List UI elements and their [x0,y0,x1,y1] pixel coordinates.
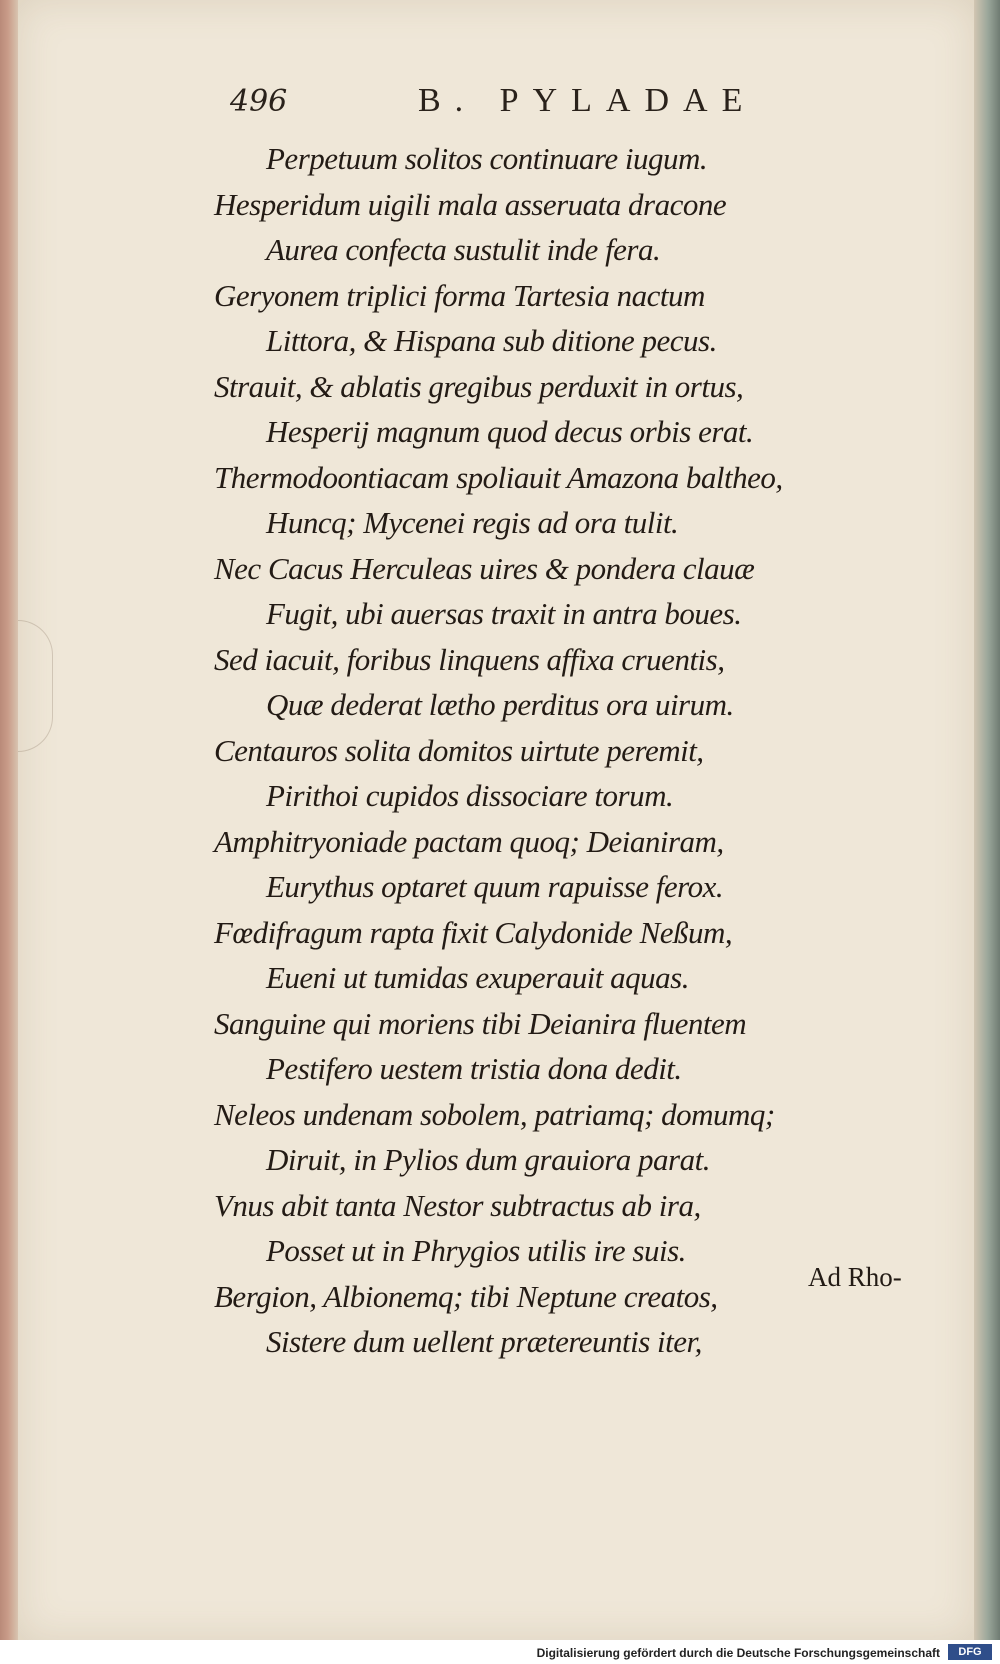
verse-line: Littora, & Hispana sub ditione pecus. [266,323,717,358]
verse-line: Pirithoi cupidos dissociare torum. [266,778,674,813]
page-number: 496 [230,84,288,119]
running-head [208,78,828,128]
verse-line: Fœdifragum rapta fixit Calydonide Neßum, [214,914,733,950]
verse-line: Geryonem triplici forma Tartesia nactum [214,277,705,313]
verse-line: Pestifero uestem tristia dona dedit. [266,1051,682,1086]
verse-line: Sistere dum uellent prætereuntis iter, [266,1324,702,1359]
verse-line: Bergion, Albionemq; tibi Neptune creatos, [214,1278,718,1314]
verse-line: Hesperidum uigili mala asseruata dracone [214,186,727,222]
verse-line: Amphitryoniade pactam quoq; Deianiram, [214,823,724,859]
verse-line: Perpetuum solitos continuare iugum. [266,141,708,176]
verse-line: Sed iacuit, foribus linquens affixa cruentis, [214,641,725,677]
footer-bar [0,1640,1000,1664]
page-crease [18,620,53,752]
verse-line: Fugit, ubi auersas traxit in antra boues. [266,596,742,631]
book-edge-right [974,0,1000,1664]
verse-line: Quæ dederat lætho perditus ora uirum. [266,687,734,722]
digitization-credit: Digitalisierung gefördert durch die Deutsche Forschungsgemeinschaft [536,1646,940,1660]
verse-line: Aurea confecta sustulit inde fera. [266,232,661,267]
verse-body [214,136,894,1365]
verse-line: Hesperij magnum quod decus orbis erat. [266,414,754,449]
verse-line: Huncq; Mycenei regis ad ora tulit. [266,505,679,540]
verse-line: Centauros solita domitos uirtute peremit, [214,732,704,768]
verse-line: Eurythus optaret quum rapuisse ferox. [266,869,724,904]
catchword: Ad Rho- [808,1262,902,1292]
book-page [18,0,974,1640]
verse-line: Posset ut in Phrygios utilis ire suis. [266,1233,686,1268]
verse-line: Nec Cacus Herculeas uires & pondera clauæ [214,550,755,586]
verse-line: Diruit, in Pylios dum grauiora parat. [266,1142,710,1177]
verse-line: Strauit, & ablatis gregibus perduxit in ortus, [214,368,744,404]
dfg-logo: DFG [948,1644,992,1660]
verse-line: Neleos undenam sobolem, patriamq; domumq; [214,1096,775,1132]
verse-line: Sanguine qui moriens tibi Deianira fluentem [214,1005,747,1041]
verse-line: Eueni ut tumidas exuperauit aquas. [266,960,689,995]
verse-line: Thermodoontiacam spoliauit Amazona baltheo, [214,459,783,495]
book-edge-left [0,0,18,1664]
verse-line: Vnus abit tanta Nestor subtractus ab ira, [214,1187,701,1223]
page-header-title: B. PYLADAE [418,82,757,119]
